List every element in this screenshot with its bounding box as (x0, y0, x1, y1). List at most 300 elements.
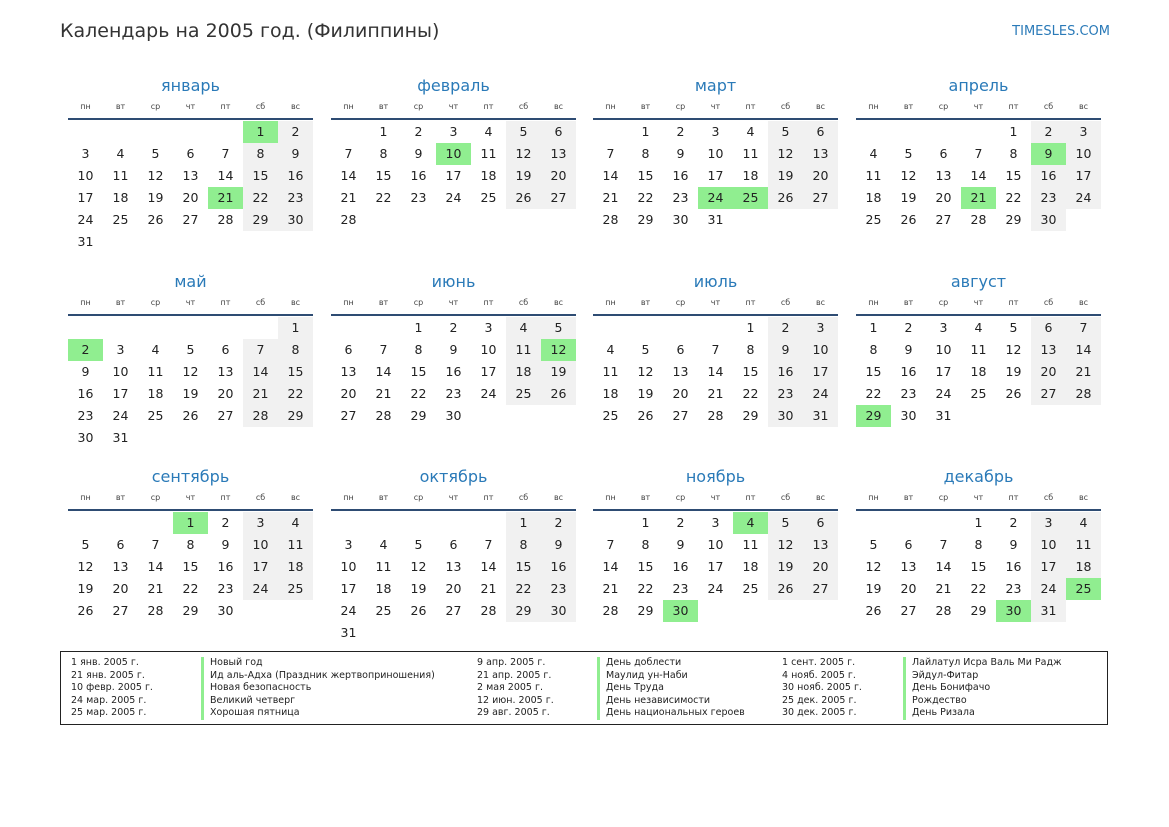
day-cell: 28 (217, 212, 234, 227)
day-cell: 23 (900, 386, 917, 401)
day-cell: 13 (803, 143, 838, 165)
day-cell: 12 (410, 559, 427, 574)
day-cell: 16 (541, 556, 576, 578)
day-cell: 9 (541, 534, 576, 556)
weekday-label: чт (185, 102, 196, 111)
day-cell: 21 (375, 386, 392, 401)
holiday-day-cell: 25 (1066, 578, 1101, 600)
weekday-label: пт (220, 102, 231, 111)
day-cell: 30 (672, 212, 689, 227)
weekday-label: чт (448, 298, 459, 307)
weekday-label: ср (675, 493, 686, 502)
day-cell: 14 (707, 364, 724, 379)
holiday-day-cell: 4 (733, 512, 768, 534)
weekday-label: вт (640, 298, 651, 307)
day-cell: 19 (182, 386, 199, 401)
day-cell: 10 (77, 168, 94, 183)
day-cell: 2 (278, 121, 313, 143)
day-cell: 6 (449, 537, 458, 552)
day-cell: 3 (243, 512, 278, 534)
weekday-label: пн (343, 493, 354, 502)
day-cell: 11 (1066, 534, 1101, 556)
day-cell: 31 (1031, 600, 1066, 622)
day-cell: 22 (182, 581, 199, 596)
day-cell: 9 (768, 339, 803, 361)
legend-date: 10 февр. 2005 г. (71, 682, 153, 693)
legend-date: 25 дек. 2005 г. (782, 694, 857, 706)
day-cell: 15 (182, 559, 199, 574)
legend-holiday-name: Лайлатул Исра Валь Ми Радж (903, 657, 1062, 670)
day-cell: 26 (506, 187, 541, 209)
day-cell: 27 (217, 408, 234, 423)
day-cell: 18 (602, 386, 619, 401)
day-cell: 28 (1066, 383, 1101, 405)
day-cell: 16 (1031, 165, 1066, 187)
day-cell: 1 (414, 320, 423, 335)
day-cell: 17 (707, 168, 724, 183)
day-cell: 3 (711, 515, 720, 530)
month-name: сентябрь (151, 467, 230, 486)
day-cell: 24 (243, 578, 278, 600)
day-cell: 22 (506, 578, 541, 600)
day-cell: 6 (116, 537, 125, 552)
day-cell: 21 (602, 190, 619, 205)
day-cell: 26 (410, 603, 427, 618)
day-cell: 23 (217, 581, 234, 596)
day-cell: 9 (81, 364, 90, 379)
day-cell: 27 (803, 187, 838, 209)
day-cell: 2 (904, 320, 913, 335)
weekday-label: вс (290, 102, 301, 111)
legend-date: 25 мар. 2005 г. (71, 707, 147, 718)
day-cell: 22 (278, 383, 313, 405)
day-cell: 15 (865, 364, 882, 379)
weekday-label: чт (710, 298, 721, 307)
day-cell: 6 (904, 537, 913, 552)
day-cell: 19 (506, 165, 541, 187)
day-cell: 31 (112, 430, 129, 445)
day-cell: 18 (865, 190, 882, 205)
day-cell: 29 (1005, 212, 1022, 227)
weekday-label: пт (745, 298, 756, 307)
day-cell: 6 (1031, 317, 1066, 339)
day-cell: 26 (768, 187, 803, 209)
day-cell: 16 (1005, 559, 1022, 574)
month-name: январь (161, 76, 220, 95)
legend-holiday-name: День Ризала (903, 707, 975, 720)
day-cell: 3 (1031, 512, 1066, 534)
day-cell: 24 (480, 386, 497, 401)
day-cell: 22 (742, 386, 759, 401)
month-divider (593, 118, 838, 120)
day-cell: 9 (676, 146, 685, 161)
day-cell: 4 (506, 317, 541, 339)
day-cell: 4 (278, 512, 313, 534)
day-cell: 7 (344, 146, 353, 161)
weekday-label: сб (780, 298, 791, 307)
weekday-label: вт (378, 102, 389, 111)
weekday-label: пн (80, 493, 91, 502)
day-cell: 20 (445, 581, 462, 596)
day-cell: 19 (768, 165, 803, 187)
weekday-label: сб (780, 493, 791, 502)
day-cell: 22 (970, 581, 987, 596)
day-cell: 24 (445, 190, 462, 205)
day-cell: 25 (278, 578, 313, 600)
day-cell: 5 (541, 317, 576, 339)
day-cell: 30 (768, 405, 803, 427)
weekday-label: чт (185, 493, 196, 502)
day-cell: 12 (1005, 342, 1022, 357)
day-cell: 25 (602, 408, 619, 423)
weekday-label: вт (903, 493, 914, 502)
legend-holiday-name: Великий четверг (201, 695, 295, 708)
day-cell: 2 (541, 512, 576, 534)
day-cell: 19 (541, 361, 576, 383)
weekday-label: вс (553, 298, 564, 307)
day-cell: 7 (379, 342, 388, 357)
legend-date: 12 июн. 2005 г. (477, 694, 554, 706)
holiday-day-cell: 21 (961, 187, 996, 209)
day-cell: 16 (672, 168, 689, 183)
month-name: август (950, 272, 1007, 291)
day-cell: 3 (803, 317, 838, 339)
day-cell: 8 (1009, 146, 1018, 161)
weekday-label: сб (518, 102, 529, 111)
day-cell: 27 (340, 408, 357, 423)
day-cell: 26 (182, 408, 199, 423)
weekday-label: пн (868, 102, 879, 111)
day-cell: 12 (637, 364, 654, 379)
weekday-header-row (68, 101, 313, 113)
weekday-label: пн (80, 102, 91, 111)
legend-date: 9 апр. 2005 г. (477, 657, 546, 668)
day-cell: 14 (375, 364, 392, 379)
day-cell: 13 (935, 168, 952, 183)
day-cell: 23 (768, 383, 803, 405)
day-cell: 27 (112, 603, 129, 618)
holiday-day-cell: 30 (996, 600, 1031, 622)
day-cell: 7 (221, 146, 230, 161)
day-cell: 11 (112, 168, 129, 183)
day-cell: 28 (935, 603, 952, 618)
day-cell: 4 (484, 124, 493, 139)
day-cell: 31 (707, 212, 724, 227)
weekday-header-row (68, 297, 313, 309)
day-cell: 23 (445, 386, 462, 401)
legend-date: 30 дек. 2005 г. (782, 707, 857, 718)
day-cell: 8 (641, 537, 650, 552)
day-cell: 19 (147, 190, 164, 205)
legend-holiday-name: День независимости (597, 695, 710, 708)
day-cell: 14 (340, 168, 357, 183)
day-cell: 19 (637, 386, 654, 401)
day-cell: 5 (506, 121, 541, 143)
day-cell: 16 (672, 559, 689, 574)
day-cell: 13 (672, 364, 689, 379)
day-cell: 13 (541, 143, 576, 165)
day-cell: 17 (1031, 556, 1066, 578)
day-cell: 15 (970, 559, 987, 574)
day-cell: 15 (637, 559, 654, 574)
month-name: ноябрь (685, 467, 746, 486)
weekday-label: вс (553, 493, 564, 502)
day-cell: 10 (707, 146, 724, 161)
day-cell: 3 (81, 146, 90, 161)
weekday-label: сб (255, 493, 266, 502)
weekday-label: пт (483, 298, 494, 307)
weekday-header-row (856, 101, 1101, 113)
weekday-label: сб (1043, 102, 1054, 111)
day-cell: 11 (147, 364, 164, 379)
day-cell: 20 (340, 386, 357, 401)
day-cell: 25 (480, 190, 497, 205)
day-cell: 5 (768, 512, 803, 534)
day-cell: 5 (186, 342, 195, 357)
day-cell: 20 (112, 581, 129, 596)
day-cell: 29 (182, 603, 199, 618)
day-cell: 13 (182, 168, 199, 183)
day-cell: 10 (935, 342, 952, 357)
weekday-label: сб (1043, 298, 1054, 307)
weekday-label: пн (343, 102, 354, 111)
holiday-day-cell: 12 (541, 339, 576, 361)
weekday-label: вс (1078, 102, 1089, 111)
weekday-header-row (331, 297, 576, 309)
day-cell: 14 (480, 559, 497, 574)
day-cell: 21 (602, 581, 619, 596)
month-divider (331, 118, 576, 120)
day-cell: 6 (803, 512, 838, 534)
weekday-label: сб (1043, 493, 1054, 502)
day-cell: 16 (768, 361, 803, 383)
day-cell: 2 (414, 124, 423, 139)
day-cell: 1 (746, 320, 755, 335)
day-cell: 13 (900, 559, 917, 574)
day-cell: 6 (676, 342, 685, 357)
day-cell: 13 (112, 559, 129, 574)
day-cell: 23 (672, 190, 689, 205)
day-cell: 20 (900, 581, 917, 596)
legend-holiday-name: Рождество (903, 695, 967, 708)
day-cell: 8 (186, 537, 195, 552)
day-cell: 27 (935, 212, 952, 227)
day-cell: 14 (602, 559, 619, 574)
weekday-label: пн (343, 298, 354, 307)
day-cell: 22 (243, 187, 278, 209)
day-cell: 13 (340, 364, 357, 379)
weekday-header-row (331, 492, 576, 504)
day-cell: 9 (1009, 537, 1018, 552)
day-cell: 14 (243, 361, 278, 383)
weekday-label: чт (710, 493, 721, 502)
weekday-label: пн (80, 298, 91, 307)
month-divider (68, 314, 313, 316)
day-cell: 14 (147, 559, 164, 574)
day-cell: 25 (970, 386, 987, 401)
day-cell: 2 (768, 317, 803, 339)
day-cell: 1 (974, 515, 983, 530)
day-cell: 24 (112, 408, 129, 423)
day-cell: 21 (243, 383, 278, 405)
day-cell: 28 (602, 603, 619, 618)
day-cell: 8 (506, 534, 541, 556)
day-cell: 13 (217, 364, 234, 379)
day-cell: 22 (865, 386, 882, 401)
month-name: июнь (431, 272, 476, 291)
day-cell: 15 (278, 361, 313, 383)
legend-holiday-name: День национальных героев (597, 707, 745, 720)
day-cell: 26 (768, 578, 803, 600)
day-cell: 30 (217, 603, 234, 618)
weekday-label: чт (973, 493, 984, 502)
day-cell: 19 (768, 556, 803, 578)
weekday-label: пн (605, 298, 616, 307)
day-cell: 1 (869, 320, 878, 335)
day-cell: 23 (77, 408, 94, 423)
day-cell: 9 (449, 342, 458, 357)
legend-holiday-name: Маулид ун-Наби (597, 670, 688, 683)
day-cell: 23 (1005, 581, 1022, 596)
weekday-header-row (856, 492, 1101, 504)
month-name: октябрь (419, 467, 488, 486)
day-cell: 6 (344, 342, 353, 357)
holiday-legend (60, 651, 1108, 725)
weekday-label: пт (220, 493, 231, 502)
day-cell: 11 (742, 146, 759, 161)
weekday-label: вс (1078, 298, 1089, 307)
day-cell: 20 (672, 386, 689, 401)
day-cell: 5 (81, 537, 90, 552)
day-cell: 21 (340, 190, 357, 205)
day-cell: 16 (278, 165, 313, 187)
day-cell: 14 (970, 168, 987, 183)
weekday-label: ср (938, 102, 949, 111)
weekday-label: вс (290, 493, 301, 502)
day-cell: 25 (865, 212, 882, 227)
day-cell: 23 (278, 187, 313, 209)
day-cell: 5 (151, 146, 160, 161)
day-cell: 13 (1031, 339, 1066, 361)
day-cell: 11 (865, 168, 882, 183)
month-divider (593, 509, 838, 511)
day-cell: 17 (1066, 165, 1101, 187)
day-cell: 8 (379, 146, 388, 161)
day-cell: 17 (340, 581, 357, 596)
holiday-day-cell: 9 (1031, 143, 1066, 165)
day-cell: 18 (278, 556, 313, 578)
weekday-label: вс (553, 102, 564, 111)
weekday-header-row (331, 101, 576, 113)
day-cell: 10 (340, 559, 357, 574)
day-cell: 17 (243, 556, 278, 578)
day-cell: 9 (904, 342, 913, 357)
day-cell: 25 (112, 212, 129, 227)
day-cell: 26 (541, 383, 576, 405)
weekday-label: ср (413, 298, 424, 307)
day-cell: 28 (707, 408, 724, 423)
day-cell: 10 (243, 534, 278, 556)
day-cell: 14 (935, 559, 952, 574)
legend-date: 21 янв. 2005 г. (71, 669, 145, 681)
day-cell: 14 (217, 168, 234, 183)
day-cell: 7 (939, 537, 948, 552)
day-cell: 4 (869, 146, 878, 161)
day-cell: 14 (602, 168, 619, 183)
legend-holiday-name: Хорошая пятница (201, 707, 300, 720)
day-cell: 4 (379, 537, 388, 552)
day-cell: 10 (707, 537, 724, 552)
day-cell: 2 (221, 515, 230, 530)
day-cell: 12 (506, 143, 541, 165)
day-cell: 30 (1031, 209, 1066, 231)
day-cell: 7 (151, 537, 160, 552)
day-cell: 6 (541, 121, 576, 143)
day-cell: 12 (865, 559, 882, 574)
holiday-day-cell: 24 (698, 187, 733, 209)
day-cell: 6 (221, 342, 230, 357)
day-cell: 7 (974, 146, 983, 161)
day-cell: 18 (112, 190, 129, 205)
day-cell: 29 (506, 600, 541, 622)
day-cell: 6 (803, 121, 838, 143)
day-cell: 12 (900, 168, 917, 183)
day-cell: 28 (243, 405, 278, 427)
weekday-label: ср (413, 493, 424, 502)
day-cell: 1 (1009, 124, 1018, 139)
day-cell: 18 (480, 168, 497, 183)
day-cell: 17 (445, 168, 462, 183)
legend-holiday-name: День Бонифачо (903, 682, 990, 695)
weekday-header-row (593, 101, 838, 113)
month-divider (856, 509, 1101, 511)
day-cell: 17 (935, 364, 952, 379)
day-cell: 30 (541, 600, 576, 622)
weekday-label: вт (115, 493, 126, 502)
weekday-header-row (856, 297, 1101, 309)
weekday-label: пн (605, 102, 616, 111)
weekday-label: пт (1008, 493, 1019, 502)
day-cell: 18 (742, 559, 759, 574)
weekday-label: чт (710, 102, 721, 111)
day-cell: 12 (77, 559, 94, 574)
legend-holiday-name: День Труда (597, 682, 664, 695)
day-cell: 17 (77, 190, 94, 205)
day-cell: 4 (1066, 512, 1101, 534)
weekday-label: вт (903, 102, 914, 111)
day-cell: 11 (602, 364, 619, 379)
day-cell: 16 (900, 364, 917, 379)
day-cell: 19 (77, 581, 94, 596)
day-cell: 19 (410, 581, 427, 596)
day-cell: 22 (637, 581, 654, 596)
day-cell: 1 (278, 317, 313, 339)
day-cell: 8 (869, 342, 878, 357)
weekday-label: вт (903, 298, 914, 307)
day-cell: 27 (1031, 383, 1066, 405)
day-cell: 22 (637, 190, 654, 205)
weekday-label: пн (605, 493, 616, 502)
site-link[interactable]: TIMESLES.COM (1012, 24, 1110, 39)
day-cell: 3 (939, 320, 948, 335)
day-cell: 10 (1066, 143, 1101, 165)
legend-holiday-name: Эйдул-Фитар (903, 670, 978, 683)
day-cell: 4 (974, 320, 983, 335)
day-cell: 20 (1031, 361, 1066, 383)
day-cell: 10 (480, 342, 497, 357)
day-cell: 6 (186, 146, 195, 161)
weekday-label: чт (973, 102, 984, 111)
